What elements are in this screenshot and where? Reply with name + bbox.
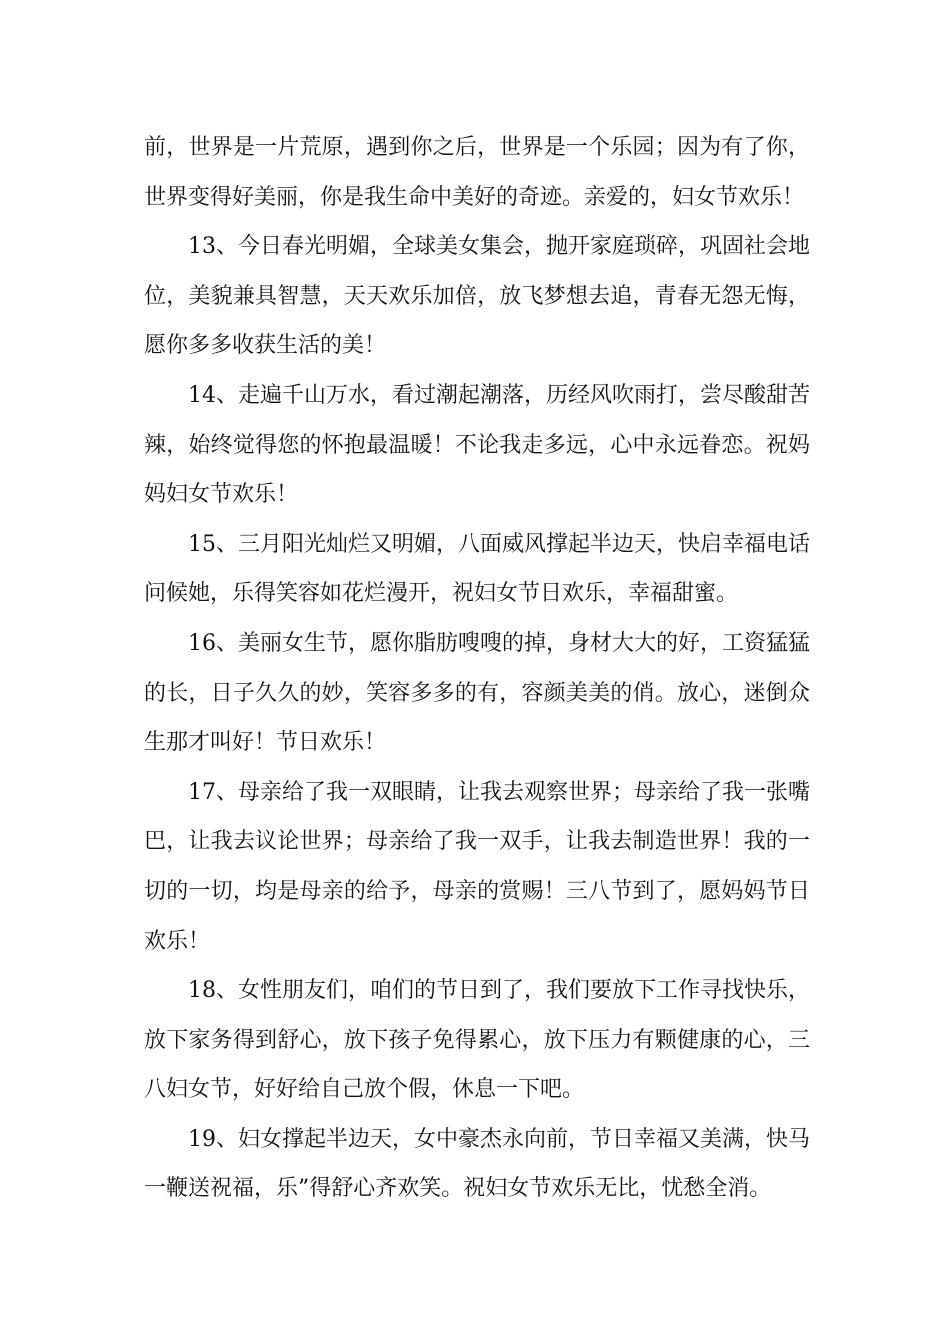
paragraph-17: 17、母亲给了我一双眼睛，让我去观察世界；母亲给了我一张嘴巴，让我去议论世界；母亲给了我一双手，让我去制造世界！我的一切的一切，均是母亲的给予，母亲的赏赐！三八节到了，愿妈妈节日欢乐！	[144, 779, 810, 954]
paragraph-continued: 前，世界是一片荒原，遇到你之后，世界是一个乐园；因为有了你，世界变得好美丽，你是我生命中美好的奇迹。亲爱的，妇女节欢乐！	[144, 135, 810, 210]
paragraph-19: 19、妇女撑起半边天，女中豪杰永向前，节日幸福又美满，快马一鞭送祝福，乐”得舒心齐欢笑。祝妇女节欢乐无比，忧愁全消。	[144, 1126, 810, 1202]
paragraph-14: 14、走遍千山万水，看过潮起潮落，历经风吹雨打，尝尽酸甜苦辣，始终觉得您的怀抱最温暖！不论我走多远，心中永远眷恋。祝妈妈妇女节欢乐！	[144, 382, 810, 508]
paragraph-16: 16、美丽女生节，愿你脂肪嗖嗖的掉，身材大大的好，工资猛猛的长，日子久久的妙，笑容多多的有，容颜美美的俏。放心，迷倒众生那才叫好！节日欢乐！	[144, 630, 810, 756]
paragraph-15: 15、三月阳光灿烂又明媚，八面威风撑起半边天，快启幸福电话问候她，乐得笑容如花烂漫开，祝妇女节日欢乐，幸福甜蜜。	[144, 531, 810, 607]
paragraph-18: 18、女性朋友们，咱们的节日到了，我们要放下工作寻找快乐，放下家务得到舒心，放下孩子免得累心，放下压力有颗健康的心，三八妇女节，好好给自己放个假，休息一下吧。	[144, 978, 810, 1103]
document-body	[144, 123, 810, 1214]
paragraph-13: 13、今日春光明媚，全球美女集会，抛开家庭琐碎，巩固社会地位，美貌兼具智慧，天天欢乐加倍，放飞梦想去追，青春无怨无悔，愿你多多收获生活的美！	[144, 234, 810, 359]
